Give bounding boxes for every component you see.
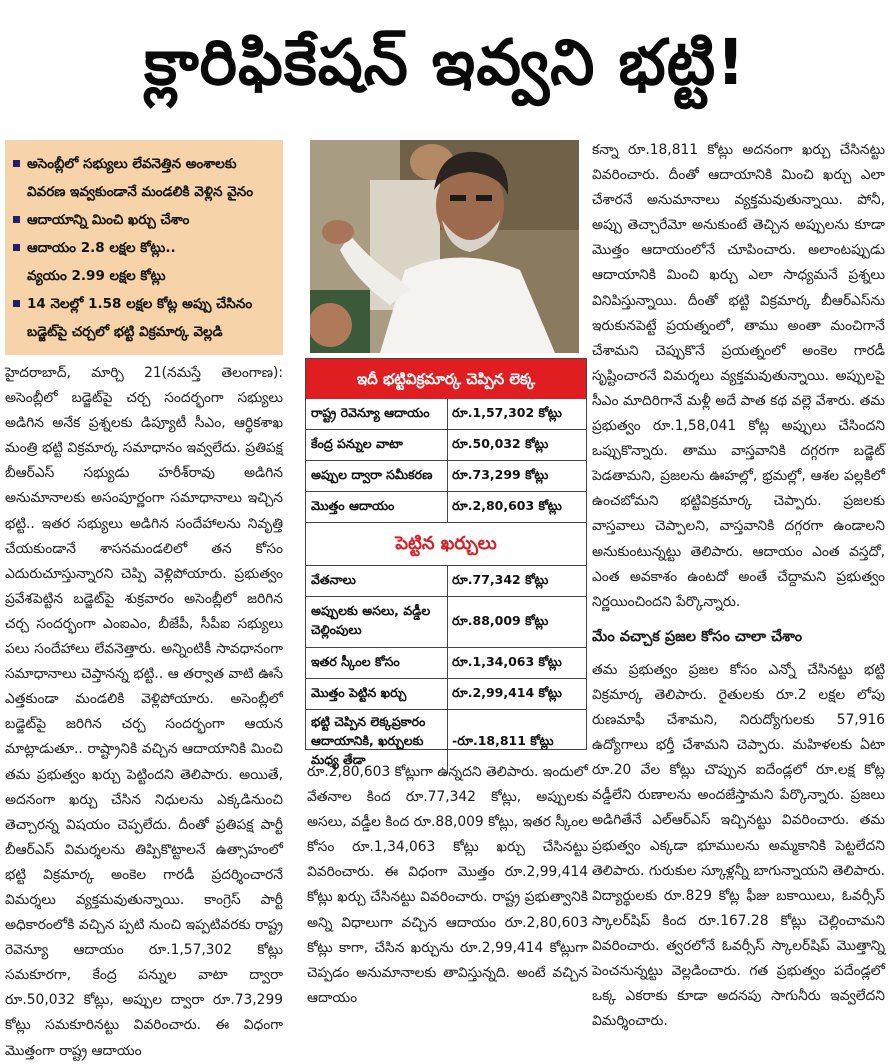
row-label: మొత్తం పెట్టిన ఖర్చు [306,679,448,709]
table-row [306,461,586,492]
highlight-line: అసెంబ్లీలో సభ్యులు లేవనెత్తిన అంశాలకు [27,156,237,172]
paragraph: తమ ప్రభుత్వం ప్రజల కోసం ఎన్నో చేసినట్టు భట్టి విక్రమార్క తెలిపారు. రైతులకు రూ.2 లక్షల లోపు రుణమాఫీ చేశామని, నిరుద్యోగులకు 57,916 ఉద్యోగాలు భర్తీ చేశామని చెప్పారు. మహిళలకు ఏటా రూ.20 వేల కోట్లు చొప్పున ఐదేండ్లలో రూ.లక్ష కోట్ల వడ్డీలేని రుణాలను అందజేస్తామని పేర్కొన్నారు. ప్రజలు అడిగితేనే ఎల్‌ఆర్‌ఎస్ ఇచ్చినట్టు వివరించారు. తమ ప్రభుత్వం ఎక్కడా భూములను అమ్మకానికి పెట్టలేదని తెలిపారు. గురుకుల స్కూళ్లన్నీ బాగున్నాయని తెలిపారు. విద్యార్థులకు రూ.829 కోట్ల ఫీజు బకాయిలు, ఓవర్సీస్ స్కాలర్‌షిప్ కింద రూ.167.28 కోట్లు చెల్లించామని వివరించారు. త్వరలోనే ఓవర్సీస్ స్కాలర్‌షిప్ మొత్తాన్ని పెంచనున్నట్టు వెల్లడించారు. గత ప్రభుత్వం పదేండ్లలో ఒక్క ఎకరాకు కూడా అదనపు సాగునీరు ఇవ్వలేదని విమర్శించారు. [592,661,885,1030]
body-column-2 [307,760,588,1011]
row-value: రూ.73,299 కోట్లు [452,466,549,482]
highlights-box [5,140,283,355]
paragraph: హైదరాబాద్, మార్చి 21(నమస్తే తెలంగాణ): అసెంబ్లీలో బడ్జెట్‌పై చర్చ సందర్భంగా సభ్యులు అడిగిన అనేక ప్రశ్నలకు డిప్యూటీ సీఎం, ఆర్థికశాఖ మంత్రి భట్టి విక్రమార్క సమాధానం ఇవ్వలేదు. ప్రతిపక్ష బీఆర్‌ఎస్ సభ్యుడు హరీశ్‌రావు అడిగిన అనుమానాలకు అసంపూర్ణంగా సమాధానాలు ఇచ్చిన భట్టి.. ఇతర సభ్యులు అడిగిన సందేహాలను నివృత్తి చేయకుండానే శాసనమండలిలో తన కోసం ఎదురుచూస్తున్నారని చెప్పి వెళ్లిపోయారు. ప్రభుత్వం ప్రవేశపెట్టిన బడ్జెట్‌పై శుక్రవారం అసెంబ్లీలో జరిగిన చర్చ సందర్భంగా ఎంఐఎం, బీజేపీ, సీపీఐ సభ్యులు పలు సందేహాలు లేవనెత్తారు. అన్నింటికీ సావధానంగా సమాధానాలు చెప్తానన్న భట్టి.. ఆ తర్వాత వాటి ఊసే ఎత్తకుండా మండలికి వెళ్లిపోయారు. అసెంబ్లీలో బడ్జెట్‌పై జరిగిన చర్చ సందర్భంగా ఆయన మాట్లాడుతూ.. రాష్ట్రానికి వచ్చిన ఆదాయానికి మించి తమ ప్రభుత్వం ఖర్చు పెట్టిందని తెలిపారు. అయితే, అదనంగా ఖర్చు చేసిన నిధులను ఎక్కడినుంచి తెచ్చారన్న విషయం చెప్పలేదు. దీంతో ప్రతిపక్ష పార్టీ బీఆర్‌ఎస్ విమర్శలను తిప్పికొట్టాలనే ఉత్సాహంలో భట్టి విక్రమార్క అంకెల గారడీ ప్రదర్శించారనే విమర్శలు వ్యక్తమవుతున్నాయి. కాంగ్రెస్ పార్టీ అధికారంలోకి వచ్చిన ప్పటి నుంచి ఇప్పటివరకు రాష్ట్ర రెవెన్యూ ఆదాయం రూ.1,57,302 కోట్లు సమకూరగా, కేంద్ర పన్నుల వాటా ద్వారా రూ.50,032 కోట్లు, అప్పుల ద్వారా రూ.73,299 కోట్లు సమకూరినట్టు వివరించారు. ఈ విధంగా మొత్తంగా రాష్ట్ర ఆదాయం [5,365,283,1059]
row-label: భట్టి చెప్పిన లెక్కప్రకారం ఆదాయానికి, ఖర్చులకు మధ్య తేడా [306,710,448,774]
paragraph: కన్నా రూ.18,811 కోట్లు అదనంగా ఖర్చు చేసినట్టు వివరించారు. దీంతో ఆదాయానికి మించి ఖర్చు ఎలా చేశారనే అనుమానాలు వ్యక్తమవుతున్నాయి. పోనీ, అప్పు తెచ్చారేమో అనుకుంటే తెచ్చిన అప్పులను కూడా మొత్తం ఆదాయంలోనే చూపించారు. అలాంటప్పుడు ఆదాయానికి మించి ఖర్చు ఎలా సాధ్యమనే ప్రశ్నలు వినిపిస్తున్నాయి. దీంతో భట్టి విక్రమార్క బీఆర్‌ఎస్‌ను ఇరుకునపెట్టే ప్రయత్నంలో, తాము అంతా మంచిగానే చేశామని చెప్పుకొనే ప్రయత్నంలో అంకెల గారడీ సృష్టించారనే విమర్శలు వ్యక్తమవుతున్నాయి. అప్పులపై సీఎం మాదిరిగానే మళ్లీ అదే పాత కథ వల్లె వేశారు. తమ ప్రభుత్వం రూ.1,58,041 కోట్ల అప్పులు చేసిందని ఒప్పుకొన్నారు. తాము వాస్తవానికి దగ్గరగా బడ్జెట్ పెడతామని, ప్రజలను ఊహల్లో, భ్రమల్లో, ఆశల పల్లకిలో ఉంచబోమని భట్టివిక్రమార్క చెప్పారు. ప్రజలకు వాస్తవాలు చెప్పాలని, వాస్తవానికి దగ్గరగా ఉండాలని అనుకుంటున్నట్టు తెలిపారు. ఆదాయం ఎంత వస్తదో, ఎంత అవకాశం ఉంటదో అంతే చేద్దామని ప్రభుత్వం నిర్ణయించిందని పేర్కొన్నారు. [592,142,885,610]
table-row [306,679,586,710]
row-value: రూ.88,009 కోట్లు [452,612,549,628]
body-column-3 [592,138,885,1034]
highlight-line: వ్యయం 2.99 లక్షల కోట్లు [27,268,166,284]
subheading: మేం వచ్చాక ప్రజల కోసం చాలా చేశాం [592,628,803,645]
row-value: రూ.1,57,302 కోట్లు [452,404,562,420]
row-label: మొత్తం ఆదాయం [306,492,448,522]
row-value: రూ.2,80,603 కోట్లు [452,497,562,513]
highlight-line: ఆదాయం 2.8 లక్షల కోట్లు.. [27,240,176,256]
highlight-line: వివరణ ఇవ్వకుండానే మండలికి వెళ్లిన వైనం [27,184,254,200]
speaker-photo [310,140,579,353]
bullet-icon [13,300,20,307]
table-row [306,566,586,597]
row-value: రూ.50,032 కోట్లు [452,435,549,451]
highlight-line: ఆదాయాన్ని మించి ఖర్చు చేశాం [27,212,190,228]
table-row [306,399,586,430]
paragraph: రూ.2,80,603 కోట్లుగా ఉన్నదని తెలిపారు. ఇందులో వేతనాల కింద రూ.77,342 కోట్లు, అప్పులకు అసలు, వడ్డీల కింద రూ.88,009 కోట్లు, ఇతర స్కీంల కోసం రూ.1,34,063 కోట్లు ఖర్చు చేసినట్టు వివరించారు. ఈ విధంగా మొత్తం రూ.2,99,414 కోట్లు ఖర్చు చేసినట్టు వివరించారు. రాష్ట్ర ప్రభుత్వానికి అన్ని విధాలుగా వచ్చిన ఆదాయం రూ.2,80,603 కోట్లు కాగా, చేసిన ఖర్చును రూ.2,99,414 కోట్లుగా చెప్పడం అనుమానాలకు తావిస్తున్నది. అంటే వచ్చిన ఆదాయం [307,764,588,1006]
highlight-line: బడ్జెట్‌పై చర్చలో భట్టి విక్రమార్క వెల్లడి [27,324,223,340]
table-row [306,597,586,648]
row-label: వేతనాలు [306,566,448,596]
row-value: రూ.77,342 కోట్లు [452,571,549,587]
body-column-1 [5,361,283,1064]
row-label: రాష్ట్ర రెవెన్యూ ఆదాయం [306,399,448,429]
highlight-item [13,150,275,206]
table-row [306,430,586,461]
row-value: రూ.2,99,414 కోట్లు [452,684,562,700]
headline: క్లారిఫికేషన్ ఇవ్వని భట్టి! [144,26,746,99]
table-row [306,492,586,523]
highlight-item [13,206,275,234]
row-label: ఇతర స్కీంల కోసం [306,648,448,678]
bullet-icon [13,216,20,223]
bullet-icon [13,160,20,167]
row-label: అప్పులకు అసలు, వడ్డీల చెల్లింపులు [306,597,448,647]
row-label: అప్పుల ద్వారా సమీకరణ [306,461,448,491]
row-label: కేంద్ర పన్నుల వాటా [306,430,448,460]
highlight-item [13,290,275,346]
expense-heading: పెట్టిన ఖర్చులు [306,523,586,566]
highlight-item [13,234,275,290]
budget-table [305,358,587,767]
row-value: రూ.1,34,063 కోట్లు [452,653,562,669]
table-title: ఇదీ భట్టివిక్రమార్క చెప్పిన లెక్క [306,359,586,399]
table-row [306,648,586,679]
row-value: -రూ.18,811 కోట్లు [452,732,554,748]
highlight-line: 14 నెలల్లో 1.58 లక్షల కోట్ల అప్పు చేసినం [27,296,253,312]
bullet-icon [13,244,20,251]
